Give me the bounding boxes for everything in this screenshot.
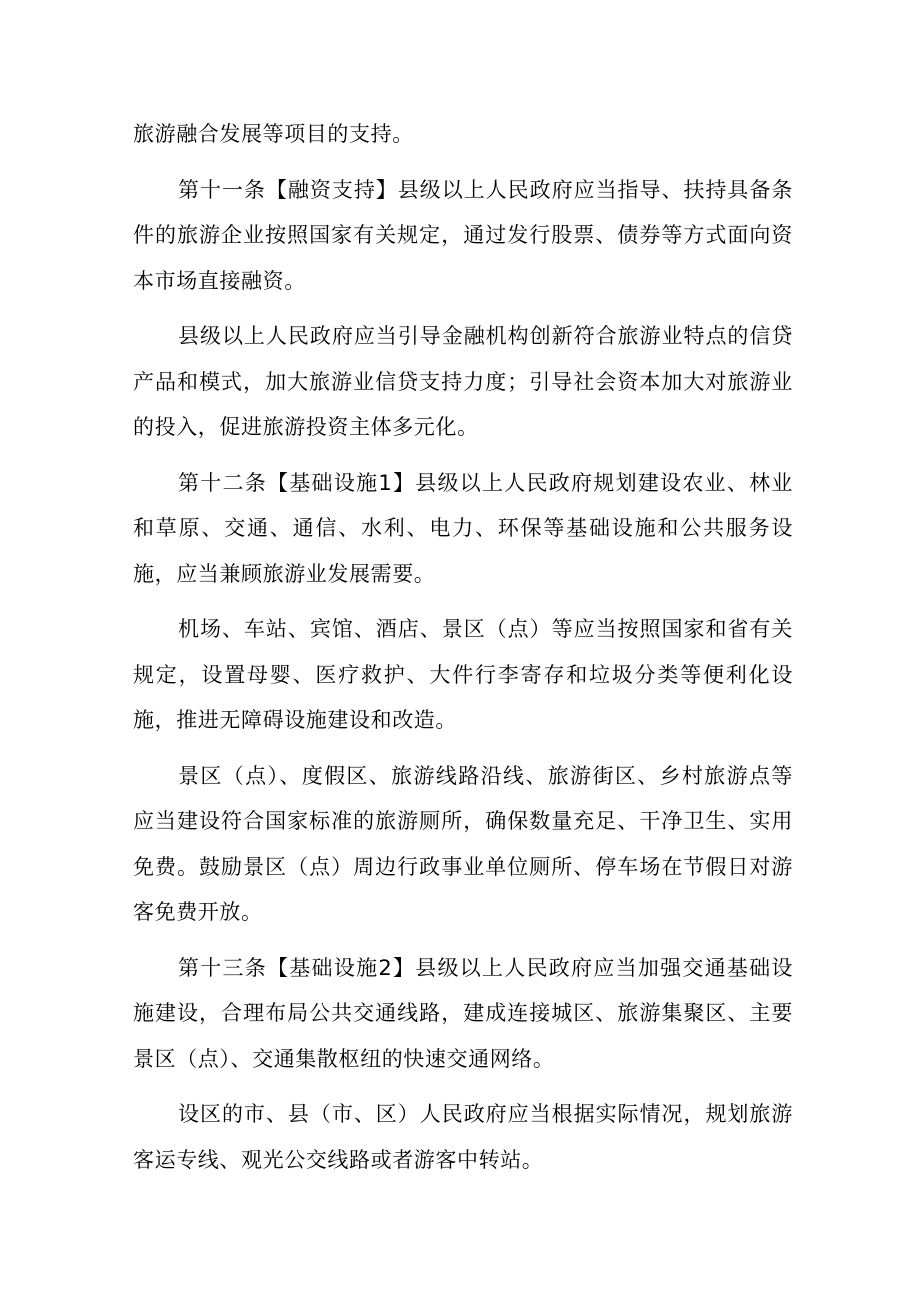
document-body xyxy=(133,112,793,1193)
paragraph-article-11-clause-2: 县级以上人民政府应当引导金融机构创新符合旅游业特点的信贷产品和模式，加大旅游业信贷支持力度；引导社会资本加大对旅游业的投入，促进旅游投资主体多元化。 xyxy=(133,324,793,439)
paragraph-continuation: 旅游融合发展等项目的支持。 xyxy=(133,122,414,146)
paragraph-article-12-clause-3: 景区（点）、度假区、旅游线路沿线、旅游街区、乡村旅游点等应当建设符合国家标准的旅游厕所，确保数量充足、干净卫生、实用免费。鼓励景区（点）周边行政事业单位厕所、停车场在节假日对游客免费开放。 xyxy=(133,763,793,924)
paragraph-article-12: 第十二条【基础设施1】县级以上人民政府规划建设农业、林业和草原、交通、通信、水利、电力、环保等基础设施和公共服务设施，应当兼顾旅游业发展需要。 xyxy=(133,470,793,586)
paragraph-article-12-clause-2: 机场、车站、宾馆、酒店、景区（点）等应当按照国家和省有关规定，设置母婴、医疗救护、大件行李寄存和垃圾分类等便利化设施，推进无障碍设施建设和改造。 xyxy=(133,617,793,732)
paragraph-article-13: 第十三条【基础设施2】县级以上人民政府应当加强交通基础设施建设，合理布局公共交通线路，建成连接城区、旅游集聚区、主要景区（点）、交通集散枢纽的快速交通网络。 xyxy=(133,955,793,1071)
paragraph-article-13-clause-2: 设区的市、县（市、区）人民政府应当根据实际情况，规划旅游客运专线、观光公交线路或者游客中转站。 xyxy=(133,1102,793,1172)
paragraph-article-11: 第十一条【融资支持】县级以上人民政府应当指导、扶持具备条件的旅游企业按照国家有关规定，通过发行股票、债券等方式面向资本市场直接融资。 xyxy=(133,177,793,293)
